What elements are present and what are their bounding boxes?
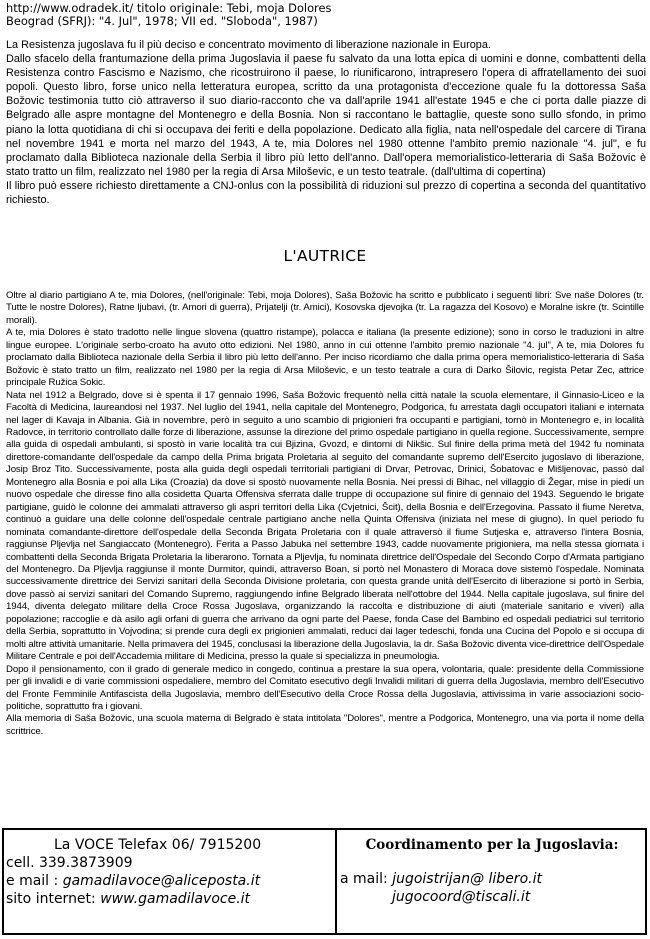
bio-paragraph: Dopo il pensionamento, con il grado di generale medico in congedo, continua a prestare la sua opera, volontaria, quale: presidente della Commissione per gli invalidi e di varie commissioni ospedaliere, membro del Comitato esecutivo degli Invalidi militari di guerra della Jugoslavia, membro dell'Esecutivo del Fronte Femminile Antifascista della Jugoslavia, membro dell'Esecutivo della Croce Rossa della Jugoslavia, attivissima in varie associazioni socio-politiche, soprattutto fra i giovani. (6, 663, 644, 712)
telefax-line: La VOCE Telefax 06/ 7915200 (54, 837, 262, 853)
email-line (6, 872, 331, 890)
source-header (6, 2, 646, 28)
coord-email-link[interactable]: jugoistrijan@ libero.it (392, 871, 542, 887)
bio-paragraph: Nata nel 1912 a Belgrado, dove si è spenta il 17 gennaio 1996, Saša Božovic frequentò nella città natale la scuola elementare, il Ginnasio-Liceo e la Facoltà di Medicina, laureandosi nel 1937. Nel luglio del 1941, nella capitale del Montenegro, Podgorica, fu arrestata dagli occupatori italiani e internata nel lager di Kavaja in Albania. Già in novembre, però in seguito a uno scambio di prigionieri fra occupanti e partigiani, tornò in Montenegro e, in località Radovce, in territorio controllato dalle forze di liberazione, assunse la direzione del primo ospedale partigiano in quella regione. Successivamente, sempre alla guida di ospedali ambulanti, si spostò in varie località tra cui Bjizina, Gvozd, e dintorni di Nikšic. Sul finire della prima metà del 1942 fu nominata direttore-comandante dell'ospedale da campo della Prima brigata Proletaria al seguito del comandante supremo dell'Esercito jugoslavo di liberazione, Josip Broz Tito. Successivamente, posta alla guida degli ospedali territoriali partigiani di Drvar, Petrovac, Drinici, Šobatovac e Mišljenovac, passò dal Montenegro alla Bosnia e poi alla Lika (Croazia) da dove si spostò nuovamente nella Bosnia. Nei pressi di Bihac, nel villaggio di Žegar, mise in piedi un nuovo ospedale che diresse fino alla cosidetta Quarta Offensiva sferrata dalle truppe di occupazione sul finire di gennaio del 1943. Seguendo le brigate partigiane, guidò le colonne dei ammalati attraverso gli aspri territori della Lika (Cvjetnici, Šcit), della Bosnia e dell'Erzegovina. Passato il fiume Neretva, continuò a guidare una delle colonne dell'ospedale centrale partigiano anche nella Quinta Offensiva (iniziata nel mese di giugno). In quel periodo fu nominata comandante-direttore dell'ospedale della Seconda Brigata Proletaria con il quale attraversò il fiume Sutjeska e, attraverso l'intera Bosnia, raggiunse Pljevlja nel Sangiaccato (Montenegro). Ferita a Passo Jabuka nel settembre 1943, cadde nuovamente prigioniera, ma nella stessa giornata i combattenti della Seconda Brigata Proletaria la liberarono. Tornata a Pljevlja, fu nominata direttrice dell'Ospedale del Secondo Corpo d'Armata partigiano del Montenegro. Da Pljevlja raggiunse il monte Durmitor, quindi, attraverso Boan, si portò nel Monastero di Moraca dove sistemò l'ospedale. Nominata successivamente direttrice dei Servizi sanitari della Seconda Divisione proletaria, con questa grande unità dell'Esercito di liberazione si portò in Serbia, dove passò ai servizi sanitari del Comando Supremo, raggiungendo infine Belgrado liberata nell'ottobre del 1944. Nella capitale jugoslava, sul finire del 1944, diventa delegato militare della Croce Rossa Jugoslava, organizzando la raccolta e distribuzione di aiuti (materiale sanitario e viveri) alla popolazione; raccoglie e dà asilo agli orfani di guerra che arrivano da ogni parte del Paese, fonda Case del Bambino ed ospedali pediatrici sul territorio della Serbia, soprattutto in Vojvodina; si prende cura degli ex prigionieri ammalati, reduci dai lager tedeschi, fonda una Cucina del Popolo e si occupa di molti altre attività umanitarie. Nella primavera del 1945, conclusasi la liberazione della Jugoslavia, la dr. Saša Božovic diventa vice-direttrice dell'Ospedale Militare Centrale e poi dell'Accademia militare di Medicina, presso la quale si specializza in pneumologia. (6, 389, 644, 663)
source-line: http://www.odradek.it/ titolo originale: Tebi, moja Dolores (6, 1, 332, 15)
email-link[interactable]: gamadilavoce@aliceposta.it (62, 873, 261, 889)
intro-paragraph: Il libro può essere richiesto direttamente a CNJ-onlus con la possibilità di riduzioni sul prezzo di copertina a seconda del quantitativo richiesto. (6, 179, 646, 207)
coordination-contacts (340, 836, 644, 906)
lavoce-contacts (6, 836, 331, 908)
bio-paragraph: A te, mia Dolores è stato tradotto nelle lingue slovena (quattro ristampe), polacca e italiana (la presente edizione); sono in corso le traduzioni in altre lingue europee. L'originale serbo-croato ha avuto otto edizioni. Nel 1980, anno in cui ottenne l'ambito premio nazionale "4. jul", A te, mia Dolores fu proclamato dalla Biblioteca nazionale della Serbia il libro più letto dell'anno. Per inciso ricordiamo che dalla prima opera memorialistico-letteraria di Saša Božovic è stato tratto un film, realizzato nel 1980 per la regia di Arsa Miloševic, e un testo teatrale a cura di Darko Šilovic, regista Petar Zec, attrice principale Ružica Sokic. (6, 327, 644, 389)
cell-line: cell. 339.3873909 (6, 855, 133, 871)
coord-email-line-2 (340, 888, 644, 906)
edition-line: Beograd (SFRJ): "4. Jul", 1978; VII ed. "Sloboda", 1987) (6, 14, 318, 28)
website-line (6, 890, 331, 908)
intro-paragraph: Dallo sfacelo della frantumazione della prima Jugoslavia il paese fu salvato da una lotta epica di uomini e donne, combattenti della Resistenza contro Fascismo e Nazismo, che ricostruirono il paese, lo riunificarono, intrapresero l'opera di affratellamento dei suoi popoli. Questo libro, forse unico nella letteratura europea, scritto da una protagonista d'eccezione quale fu la dottoressa Saša Božovic testimonia tutto ciò attraverso il suo diario-racconto che va dall'aprile 1941 all'estate 1945 e che ci porta dalle piazze di Belgrado alle aspre montagne del Montenegro e della Bosnia. Non si raccontano le battaglie, queste sono sullo sfondo, in primo piano la lotta quotidiana di chi si occupava dei feriti e della popolazione. Dedicato alla figlia, nata nell'ospedale del carcere di Tirana nel novembre 1941 e morta nel marzo del 1943, A te, mia Dolores nel 1980 ottenne l'ambito premio nazionale "4. jul", e fu proclamato dalla Biblioteca nazionale della Serbia il libro più letto dell'anno. Dall'opera memorialistico-letteraria di Saša Božovic è stato tratto un film, realizzato nel 1980 per la regia di Arsa Miloševic, e un testo teatrale. (dall'ultima di copertina) (6, 53, 646, 178)
book-description (6, 38, 646, 207)
bio-paragraph: Oltre al diario partigiano A te, mia Dolores, (nell'originale: Tebi, moja Dolores), Saša Božovic ha scritto e pubblicato i seguenti libri: Sve naše Dolores (tr. Tutte le nostre Dolores), Ratne ljubavi, (tr. Amori di guerra), Prijatelji (tr. Amici), Kosovska djevojka (tr. La ragazza del Kosovo) e Moralne iskre (tr. Scintille morali). (6, 290, 644, 326)
website-link[interactable]: www.gamadilavoce.it (100, 891, 251, 907)
bio-paragraph: Alla memoria di Saša Božovic, una scuola materna di Belgrado è stata intitolata "Dolores", mentre a Podgorica, Montenegro, una via porta il nome della scrittrice. (6, 713, 644, 737)
coordination-title: Coordinamento per la Jugoslavia: (365, 837, 619, 853)
coord-email-link-2[interactable]: jugocoord@tiscali.it (392, 889, 531, 905)
coord-email-label: a mail: (340, 871, 393, 887)
contact-footer (2, 828, 647, 935)
footer-divider (335, 828, 337, 935)
email-label: e mail : (6, 873, 63, 889)
coord-email-line (340, 870, 644, 888)
section-heading: L'AUTRICE (283, 247, 367, 265)
author-biography (6, 290, 644, 738)
website-label: sito internet: (6, 891, 101, 907)
intro-paragraph: La Resistenza jugoslava fu il più deciso e concentrato movimento di liberazione nazionale in Europa. (6, 39, 491, 51)
